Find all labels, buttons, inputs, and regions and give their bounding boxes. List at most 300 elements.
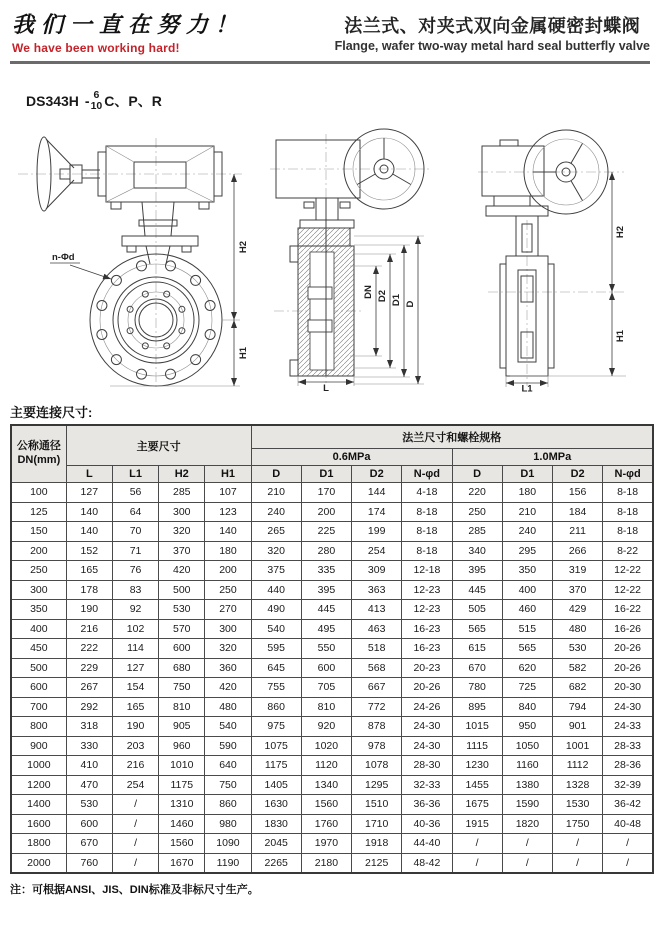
model-suffix: C、P、R [104,93,162,109]
table-cell: 682 [552,678,602,698]
table-cell: 8-18 [402,502,452,522]
col-header-nphid-06: N-φd [402,466,452,483]
table-row [11,522,653,542]
table-cell: 490 [251,600,301,620]
table-cell: 570 [159,619,205,639]
table-cell: 240 [251,502,301,522]
model-dash: - [84,93,90,109]
table-cell: 24-30 [603,697,653,717]
dim-h1-label-side: H1 [615,329,626,343]
table-cell: 211 [552,522,602,542]
group-header-main-dims: 主要尺寸 [66,425,251,466]
table-cell: 70 [112,522,158,542]
table-cell: 1010 [159,756,205,776]
table-cell: 1120 [301,756,351,776]
table-cell: 1160 [502,756,552,776]
model-code [26,86,652,116]
table-cell: 340 [452,541,502,561]
model-fraction-top: 6 [93,88,100,101]
table-cell: 540 [251,619,301,639]
table-cell: 450 [11,639,66,659]
dim-l-label: L [323,383,329,392]
table-cell: 24-30 [402,736,452,756]
table-cell: 755 [251,678,301,698]
table-cell: 370 [159,541,205,561]
table-cell: 150 [11,522,66,542]
table-row [11,658,653,678]
table-row [11,619,653,639]
table-cell: 285 [452,522,502,542]
col-header-d-06: D [251,466,301,483]
table-cell: / [603,834,653,854]
table-row [11,697,653,717]
brand-block [12,8,244,55]
table-cell: / [552,853,602,873]
col-header-dn-zh: 公称通径 [16,440,61,453]
table-cell: 100 [11,483,66,503]
table-cell: 1530 [552,795,602,815]
table-cell: 48-42 [402,853,452,873]
model-fraction-bottom: 10 [90,100,103,112]
table-cell: 28-36 [603,756,653,776]
table-cell: 127 [66,483,112,503]
table-cell: 12-22 [603,561,653,581]
table-cell: 595 [251,639,301,659]
table-cell: 413 [352,600,402,620]
table-cell: 600 [11,678,66,698]
table-cell: 265 [251,522,301,542]
col-header-d1-10: D1 [502,466,552,483]
table-cell: 1915 [452,814,502,834]
table-cell: 530 [159,600,205,620]
table-cell: 620 [502,658,552,678]
brand-slogan-en: We have been working hard! [12,41,180,55]
table-cell: 395 [301,580,351,600]
table-cell: 267 [66,678,112,698]
table-cell: 670 [452,658,502,678]
dimension-table-body [11,483,653,873]
table-cell: 200 [11,541,66,561]
table-cell: 36-42 [603,795,653,815]
table-cell: 266 [552,541,602,561]
table-cell: 24-30 [402,717,452,737]
table-cell: 772 [352,697,402,717]
col-header-d-10: D [452,466,502,483]
table-row [11,795,653,815]
table-cell: 178 [66,580,112,600]
table-cell: 180 [205,541,251,561]
table-cell: 375 [251,561,301,581]
product-title-en: Flange, wafer two-way metal hard seal butterfly valve [334,39,650,53]
col-header-d1-06: D1 [301,466,351,483]
table-cell: 1405 [251,775,301,795]
table-cell: 200 [301,502,351,522]
table-row [11,678,653,698]
table-cell: 750 [205,775,251,795]
table-cell: 140 [205,522,251,542]
table-cell: 16-23 [402,619,452,639]
table-cell: 8-18 [402,541,452,561]
table-cell: 1112 [552,756,602,776]
table-cell: 64 [112,502,158,522]
table-cell: 92 [112,600,158,620]
dim-d1-label: D1 [391,293,402,307]
col-header-h1: H1 [205,466,251,483]
table-cell: 640 [205,756,251,776]
table-cell: 295 [502,541,552,561]
table-cell: 16-22 [603,600,653,620]
table-cell: 760 [66,853,112,873]
table-cell: 76 [112,561,158,581]
table-cell: 780 [452,678,502,698]
table-cell: 320 [205,639,251,659]
table-cell: 20-30 [603,678,653,698]
table-cell: 810 [301,697,351,717]
table-cell: 975 [251,717,301,737]
table-cell: 460 [502,600,552,620]
table-cell: 107 [205,483,251,503]
table-row [11,600,653,620]
table-cell: 410 [66,756,112,776]
table-cell: 445 [452,580,502,600]
table-cell: 83 [112,580,158,600]
table-cell: 8-18 [603,502,653,522]
table-cell: 1075 [251,736,301,756]
table-cell: 165 [112,697,158,717]
table-cell: 140 [66,502,112,522]
table-cell: 350 [11,600,66,620]
table-cell: 530 [66,795,112,815]
table-cell: 1455 [452,775,502,795]
table-cell: 950 [502,717,552,737]
table-cell: 180 [502,483,552,503]
table-cell: 1760 [301,814,351,834]
table-cell: 1175 [159,775,205,795]
table-cell: / [552,834,602,854]
table-cell: 400 [11,619,66,639]
table-cell: / [603,853,653,873]
table-cell: 1175 [251,756,301,776]
table-cell: 1310 [159,795,205,815]
table-cell: 810 [159,697,205,717]
table-cell: 1510 [352,795,402,815]
table-cell: 1295 [352,775,402,795]
table-cell: 199 [352,522,402,542]
table-row [11,541,653,561]
table-cell: 500 [11,658,66,678]
table-cell: 1918 [352,834,402,854]
table-cell: 210 [502,502,552,522]
table-cell: 152 [66,541,112,561]
table-cell: 901 [552,717,602,737]
table-cell: 350 [502,561,552,581]
table-cell: 1328 [552,775,602,795]
table-cell: 1190 [205,853,251,873]
drawing-section-view [264,124,460,392]
table-cell: 216 [112,756,158,776]
table-cell: 1800 [11,834,66,854]
col-header-d2-10: D2 [552,466,602,483]
table-cell: 335 [301,561,351,581]
table-cell: 794 [552,697,602,717]
table-row [11,736,653,756]
table-row [11,502,653,522]
table-cell: 515 [502,619,552,639]
table-row [11,834,653,854]
table-cell: 518 [352,639,402,659]
product-title-zh: 法兰式、对夹式双向金属硬密封蝶阀 [344,16,641,36]
table-row [11,639,653,659]
dim-h1-label: H1 [238,346,249,360]
group-header-06mpa: 0.6MPa [251,449,452,466]
table-row [11,580,653,600]
table-cell: 590 [205,736,251,756]
table-cell: 1560 [301,795,351,815]
table-cell: 895 [452,697,502,717]
table-cell: 1050 [502,736,552,756]
table-cell: 123 [205,502,251,522]
table-cell: 20-26 [603,658,653,678]
table-cell: 292 [66,697,112,717]
col-header-dn-unit: DN(mm) [17,454,61,466]
table-cell: 222 [66,639,112,659]
table-cell: 725 [502,678,552,698]
table-cell: 127 [112,658,158,678]
table-cell: 12-23 [402,580,452,600]
table-cell: 1078 [352,756,402,776]
table-cell: 1340 [301,775,351,795]
table-cell: 20-26 [402,678,452,698]
table-cell: 463 [352,619,402,639]
table-cell: 2265 [251,853,301,873]
dim-h2-label: H2 [238,240,249,254]
table-cell: / [112,853,158,873]
table-cell: 600 [301,658,351,678]
table-cell: 40-48 [603,814,653,834]
table-cell: 280 [301,541,351,561]
bolt-spec-label: n-Φd [52,252,75,263]
table-cell: / [112,834,158,854]
table-cell: 1675 [452,795,502,815]
dim-l1-label: L1 [521,383,533,392]
header-divider [10,61,650,64]
table-cell: 495 [301,619,351,639]
table-cell: 229 [66,658,112,678]
drawing-front-view [10,124,250,392]
table-cell: 645 [251,658,301,678]
table-cell: 420 [159,561,205,581]
table-cell: 470 [66,775,112,795]
table-cell: 220 [452,483,502,503]
col-header-dn [11,425,66,483]
table-cell: 440 [251,580,301,600]
table-cell: 878 [352,717,402,737]
table-cell: 170 [301,483,351,503]
table-cell: 28-33 [603,736,653,756]
table-cell: 319 [552,561,602,581]
table-cell: 300 [11,580,66,600]
table-cell: 2000 [11,853,66,873]
table-cell: 216 [66,619,112,639]
table-cell: 550 [301,639,351,659]
model-prefix: DS343H [26,93,79,109]
dim-d-label: D [405,300,416,308]
table-cell: / [502,834,552,854]
footer-note: 注：可根据ANSI、JIS、DIN标准及非标尺寸生产。 [10,883,259,896]
table-cell: 32-39 [603,775,653,795]
col-header-l: L [66,466,112,483]
table-cell: 174 [352,502,402,522]
dim-h2-label-side: H2 [615,225,626,239]
table-cell: 420 [205,678,251,698]
table-cell: 24-26 [402,697,452,717]
dim-d2-label: D2 [377,289,388,303]
table-cell: 32-33 [402,775,452,795]
table-cell: 8-18 [603,483,653,503]
table-cell: 190 [66,600,112,620]
table-row [11,561,653,581]
table-cell: 156 [552,483,602,503]
table-cell: 860 [251,697,301,717]
table-cell: 20-23 [402,658,452,678]
table-cell: 480 [552,619,602,639]
table-cell: 300 [205,619,251,639]
table-cell: 36-36 [402,795,452,815]
table-cell: 16-26 [603,619,653,639]
group-header-10mpa: 1.0MPa [452,449,653,466]
table-cell: 1750 [552,814,602,834]
table-cell: 480 [205,697,251,717]
table-cell: 300 [159,502,205,522]
table-cell: 680 [159,658,205,678]
table-cell: 1710 [352,814,402,834]
table-cell: 270 [205,600,251,620]
table-cell: 56 [112,483,158,503]
table-row [11,483,653,503]
table-row [11,756,653,776]
table-cell: 330 [66,736,112,756]
page-header [8,6,652,55]
table-cell: 154 [112,678,158,698]
technical-drawings [10,124,650,392]
product-title-block [335,8,650,53]
table-cell: 1380 [502,775,552,795]
table-row [11,775,653,795]
col-header-d2-06: D2 [352,466,402,483]
table-cell: 1970 [301,834,351,854]
table-cell: 125 [11,502,66,522]
table-cell: 1600 [11,814,66,834]
table-cell: 8-22 [603,541,653,561]
col-header-nphid-10: N-φd [603,466,653,483]
table-cell: 1020 [301,736,351,756]
table-cell: 16-23 [402,639,452,659]
table-cell: 920 [301,717,351,737]
table-cell: 1015 [452,717,502,737]
table-cell: 254 [112,775,158,795]
table-cell: 140 [66,522,112,542]
table-cell: 44-40 [402,834,452,854]
table-cell: 540 [205,717,251,737]
table-cell: 8-18 [603,522,653,542]
table-cell: 2180 [301,853,351,873]
table-cell: 670 [66,834,112,854]
table-cell: 600 [66,814,112,834]
table-cell: 12-23 [402,600,452,620]
table-cell: 210 [251,483,301,503]
table-cell: 250 [205,580,251,600]
table-cell: 184 [552,502,602,522]
table-cell: 900 [11,736,66,756]
table-cell: 1560 [159,834,205,854]
table-cell: 102 [112,619,158,639]
brand-slogan-zh: 我们一直在努力！ [12,12,245,38]
table-cell: 1115 [452,736,502,756]
table-cell: / [112,814,158,834]
table-cell: 200 [205,561,251,581]
table-cell: 429 [552,600,602,620]
table-cell: 309 [352,561,402,581]
dimension-table [10,424,654,874]
table-cell: 363 [352,580,402,600]
table-cell: 1820 [502,814,552,834]
table-cell: 12-22 [603,580,653,600]
table-cell: 24-33 [603,717,653,737]
table-cell: 905 [159,717,205,737]
table-cell: 320 [251,541,301,561]
table-cell: 667 [352,678,402,698]
drawing-side-view [474,124,650,392]
table-cell: 225 [301,522,351,542]
table-cell: 318 [66,717,112,737]
table-cell: 320 [159,522,205,542]
table-cell: 1200 [11,775,66,795]
table-cell: 1400 [11,795,66,815]
table-cell: 114 [112,639,158,659]
table-cell: 2045 [251,834,301,854]
table-cell: 1000 [11,756,66,776]
table-cell: 840 [502,697,552,717]
table-cell: 1590 [502,795,552,815]
table-cell: 700 [11,697,66,717]
table-cell: 530 [552,639,602,659]
table-cell: 1001 [552,736,602,756]
table-cell: 40-36 [402,814,452,834]
group-header-flange: 法兰尺寸和螺栓规格 [251,425,653,449]
table-cell: 1230 [452,756,502,776]
table-cell: 980 [205,814,251,834]
table-cell: 250 [11,561,66,581]
table-cell: 565 [502,639,552,659]
table-cell: 370 [552,580,602,600]
table-cell: 705 [301,678,351,698]
table-cell: 360 [205,658,251,678]
table-cell: 1460 [159,814,205,834]
col-header-l1: L1 [112,466,158,483]
table-cell: 28-30 [402,756,452,776]
table-cell: / [112,795,158,815]
table-cell: 445 [301,600,351,620]
dim-dn-label: DN [363,285,374,299]
table-cell: 71 [112,541,158,561]
table-cell: 20-26 [603,639,653,659]
table-row [11,717,653,737]
table-cell: 582 [552,658,602,678]
table-cell: 2125 [352,853,402,873]
table-cell: 860 [205,795,251,815]
table-cell: / [452,853,502,873]
table-row [11,814,653,834]
